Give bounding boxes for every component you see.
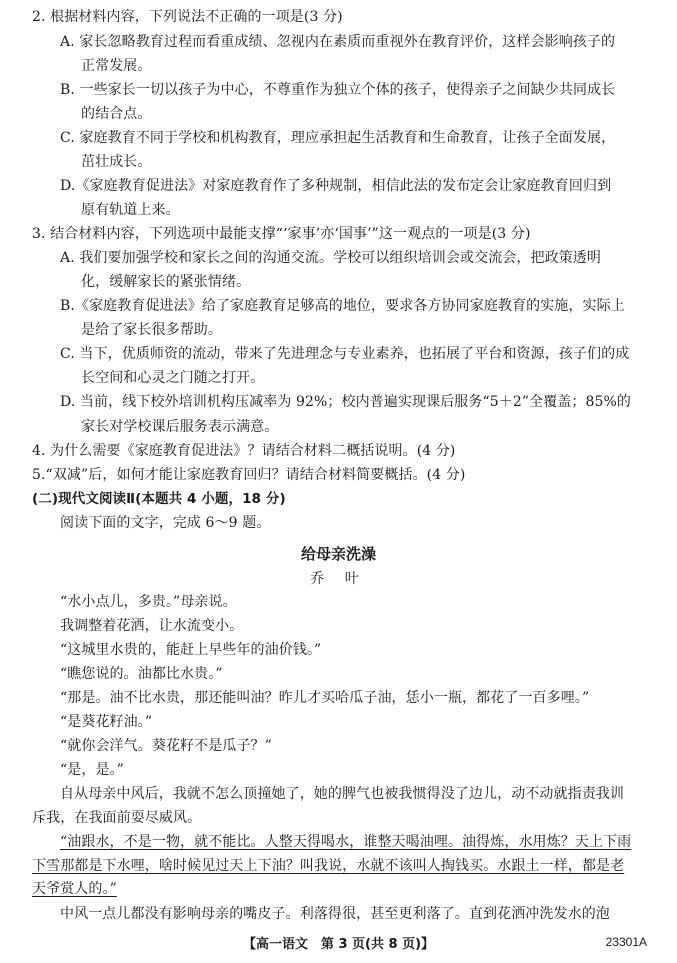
essay-paragraph-cont: 斥我，在我面前耍尽威风。	[32, 810, 202, 827]
essay-title: 给母亲洗澡	[300, 544, 376, 563]
q3-option-c-cont: 长空间和心灵之门随之打开。	[81, 370, 265, 387]
essay-author: 乔 叶	[310, 570, 367, 587]
q2-option-a: A. 家长忽略教育过程而看重成绩、忽视内在素质而重视外在教育评价，这样会影响孩子的	[60, 33, 616, 50]
essay-paragraph: “瞧您说的。油都比水贵。”	[60, 665, 223, 682]
q3-option-b: B.《家庭教育促进法》给了家庭教育足够高的地位，要求各方协同家庭教育的实施，实际上	[60, 298, 625, 315]
question-3-stem: 3. 结合材料内容，下列选项中最能支撑“‘家事’亦‘国事’”这一观点的一项是(3 分)	[32, 226, 531, 243]
essay-paragraph: “就你会洋气。葵花籽不是瓜子？”	[60, 737, 272, 754]
q3-option-d-cont: 家长对学校课后服务表示满意。	[81, 418, 279, 435]
footer-page-label: 【高一语文 第 3 页(共 8 页)】	[242, 937, 435, 952]
q3-option-a: A. 我们要加强学校和家长之间的沟通交流。学校可以组织培训会或交流会，把政策透明	[60, 250, 602, 267]
q2-option-d-cont: 原有轨道上来。	[81, 202, 180, 219]
q3-option-b-cont: 是给了家长很多帮助。	[81, 322, 222, 339]
q2-option-c: C. 家庭教育不同于学校和机构教育，理应承担起生活教育和生命教育，让孩子全面发展，	[60, 129, 616, 146]
essay-paragraph: “水小点儿，多贵。”母亲说。	[60, 593, 237, 610]
essay-paragraph-last: 中风一点儿都没有影响母亲的嘴皮子。利落得很，甚至更利落了。直到花洒冲洗发水的泡	[60, 906, 610, 922]
q3-option-d: D. 当前，线下校外培训机构压减率为 92%；校内普遍实现课后服务“5＋2”全覆盖；85%的	[60, 394, 632, 411]
reading-instruction: 阅读下面的文字，完成 6～9 题。	[60, 514, 271, 531]
essay-paragraph: 自从母亲中风后，我就不怎么顶撞她了，她的脾气也被我惯得没了边儿，动不动就指责我训	[60, 785, 624, 802]
essay-paragraph: 我调整着花洒，让水流变小。	[60, 617, 244, 634]
essay-paragraph: “是，是。”	[60, 761, 124, 778]
q2-option-b-cont: 的结合点。	[81, 105, 152, 122]
q2-option-d: D.《家庭教育促进法》对家庭教育作了多种规制，相信此法的发布定会让家庭教育回归到	[60, 178, 612, 194]
q3-option-c: C. 当下，优质师资的流动，带来了先进理念与专业素养，也拓展了平台和资源，孩子们的成	[60, 346, 630, 363]
essay-paragraph: “是葵花籽油。”	[60, 713, 153, 730]
essay-underlined-passage-end: 天爷赏人的。”	[32, 881, 117, 897]
section-heading: (二)现代文阅读Ⅱ(本题共 4 小题，18 分)	[32, 490, 286, 507]
question-2-stem: 2. 根据材料内容，下列说法不正确的一项是(3 分)	[32, 8, 343, 25]
q2-option-b: B. 一些家长一切以孩子为中心，不尊重作为独立个体的孩子，使得亲子之间缺少共同成长	[60, 81, 616, 98]
q2-option-c-cont: 茁壮成长。	[81, 153, 152, 170]
page-footer	[0, 933, 677, 955]
footer-exam-code: 23301A	[605, 935, 647, 949]
essay-underlined-passage: “油跟水，不是一物，就不能比。人整天得喝水，谁整天喝油哩。油得炼，水用炼？天上下雨	[60, 834, 632, 851]
question-4: 4. 为什么需要《家庭教育促进法》？请结合材料二概括说明。(4 分)	[32, 442, 456, 459]
essay-underlined-passage-cont: 下雪那都是下水哩，啥时候见过天上下油？叫我说，水就不该叫人掏钱买。水跟土一样，都是老	[32, 858, 625, 875]
q2-option-a-cont: 正常发展。	[81, 57, 152, 74]
essay-paragraph: “那是。油不比水贵，那还能叫油？昨儿才买哈瓜子油，恁小一瓶，都花了一百多哩。”	[60, 689, 590, 706]
q3-option-a-cont: 化，缓解家长的紧张情绪。	[81, 274, 251, 291]
essay-paragraph: “这城里水贵的，能赶上早些年的油价钱。”	[60, 641, 322, 658]
question-5: 5.“双减”后，如何才能让家庭教育回归？请结合材料简要概括。(4 分)	[32, 466, 466, 483]
